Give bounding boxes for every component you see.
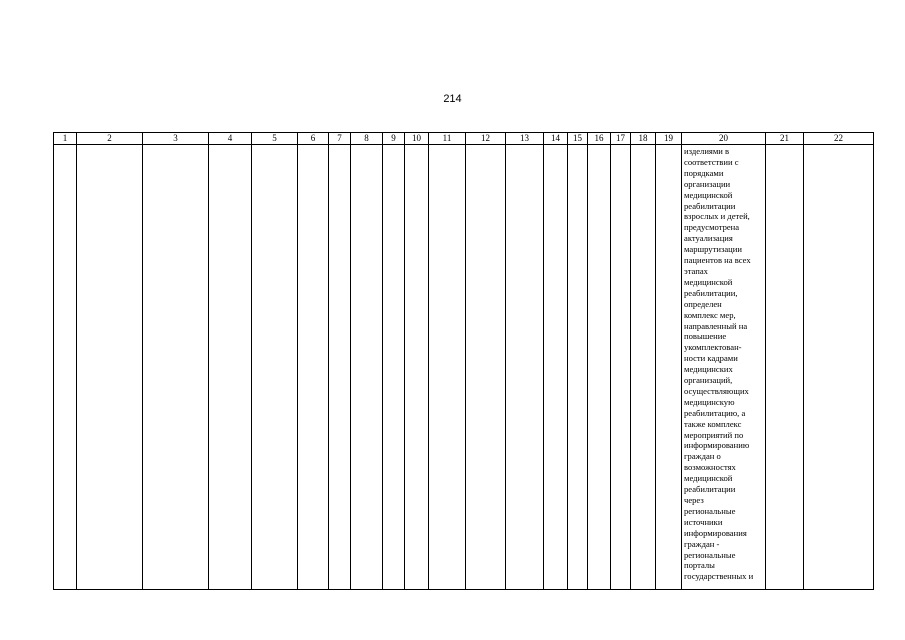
column-header: 21 — [766, 133, 804, 145]
page-number: 214 — [443, 93, 462, 105]
table-cell — [143, 145, 209, 590]
table-cell-col20 — [682, 145, 766, 590]
table-cell — [466, 145, 506, 590]
table-header-row — [54, 133, 874, 145]
cell-text: изделиями в соответствии с порядками организации медицинской реабилитации взрослых и детей, предусмотрена актуализация маршрутизации пациентов на всех этапах медицинской реабилитации, определен комплекс мер, направленный на повышение укомплектован- ности кадрами медицинских организаций, осуществляющих медицинскую реабилитацию, а также комплекс мероприятий по информированию граждан о возможностях медицинской реабилитации через региональные источники информирования граждан - региональные порталы государственных и — [684, 146, 754, 582]
column-header: 16 — [588, 133, 611, 145]
column-header: 10 — [405, 133, 429, 145]
column-header: 8 — [351, 133, 383, 145]
column-header: 18 — [631, 133, 656, 145]
column-header: 20 — [682, 133, 766, 145]
column-header: 7 — [329, 133, 351, 145]
table-cell — [209, 145, 252, 590]
column-header: 3 — [143, 133, 209, 145]
column-header: 14 — [544, 133, 568, 145]
table-cell — [298, 145, 329, 590]
data-table — [53, 132, 874, 590]
column-header: 13 — [506, 133, 544, 145]
column-header: 2 — [77, 133, 143, 145]
column-header: 9 — [383, 133, 405, 145]
table-cell — [656, 145, 682, 590]
table-cell — [252, 145, 298, 590]
table-cell — [611, 145, 631, 590]
table-cell — [568, 145, 588, 590]
column-header: 1 — [54, 133, 77, 145]
column-header: 5 — [252, 133, 298, 145]
table-cell — [77, 145, 143, 590]
table-cell — [631, 145, 656, 590]
column-header: 4 — [209, 133, 252, 145]
table-cell — [804, 145, 874, 590]
table-cell — [351, 145, 383, 590]
column-header: 12 — [466, 133, 506, 145]
table-cell — [383, 145, 405, 590]
table-cell — [54, 145, 77, 590]
table-cell — [506, 145, 544, 590]
column-header: 22 — [804, 133, 874, 145]
table-cell — [429, 145, 466, 590]
column-header: 11 — [429, 133, 466, 145]
table-cell — [329, 145, 351, 590]
table-cell — [588, 145, 611, 590]
column-header: 15 — [568, 133, 588, 145]
table-cell — [766, 145, 804, 590]
table-cell — [544, 145, 568, 590]
column-header: 17 — [611, 133, 631, 145]
column-header: 6 — [298, 133, 329, 145]
table-cell — [405, 145, 429, 590]
table-row — [54, 145, 874, 590]
column-header: 19 — [656, 133, 682, 145]
